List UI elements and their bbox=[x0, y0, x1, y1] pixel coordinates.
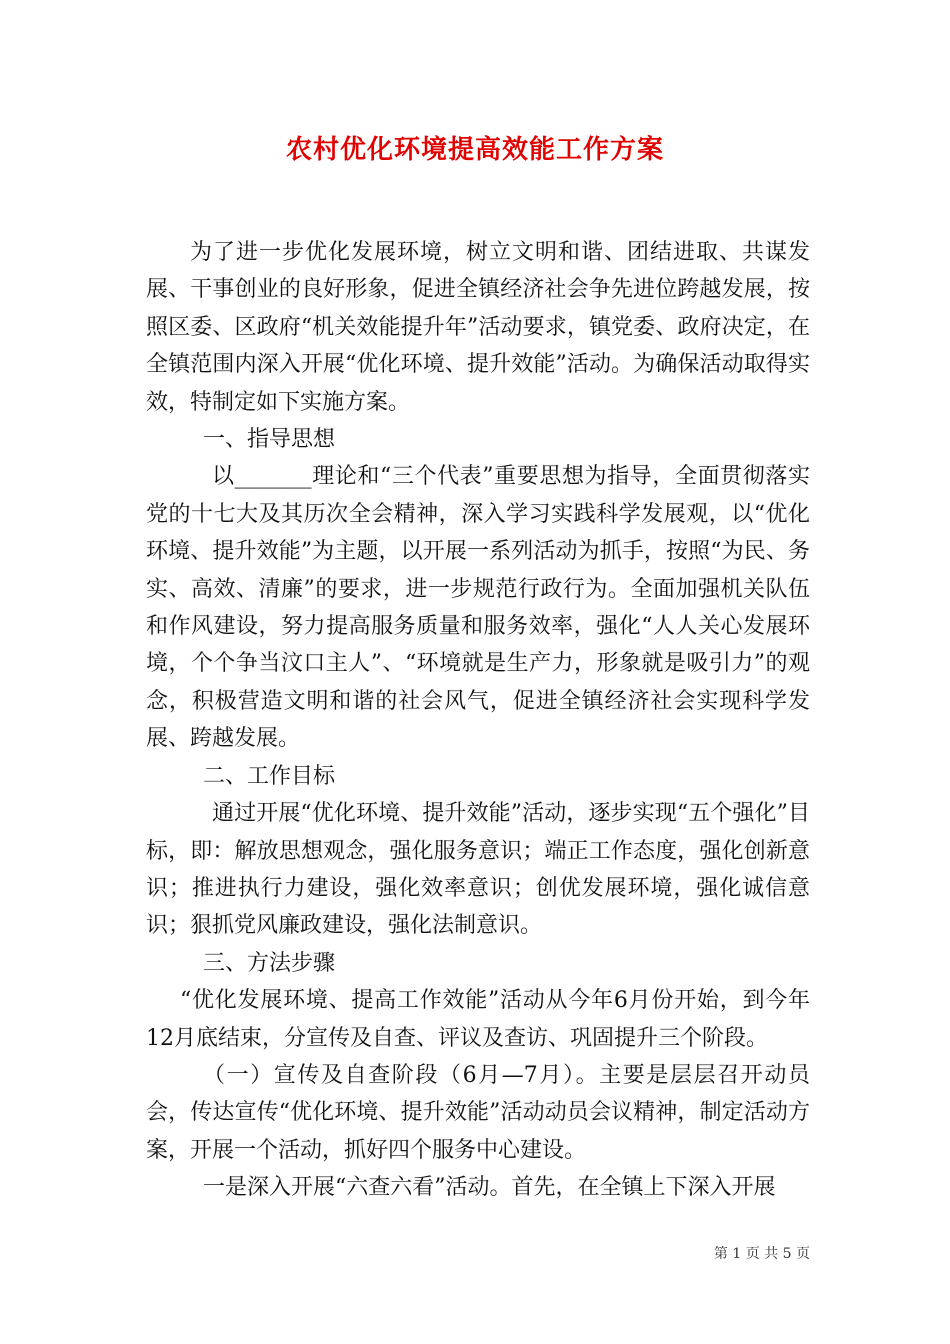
paragraph-work-goals: 通过开展“优化环境、提升效能”活动，逐步实现“五个强化”目标，即：解放思想观念，强化服务意识；端正工作态度，强化创新意识；推进执行力建设，强化效率意识；创优发展环境，强化诚信意识；狠抓党风廉政建设，强化法制意识。 bbox=[146, 801, 810, 939]
heading-method-steps: 三、方法步骤 bbox=[203, 950, 336, 976]
paragraph-six-checks: 一是深入开展“六查六看”活动。首先，在全镇上下深入开展 bbox=[203, 1175, 776, 1201]
page-indicator: 第 1 页 共 5 页 bbox=[713, 1246, 810, 1262]
paragraph-method-steps: “优化发展环境、提高工作效能”活动从今年6月份开始，到今年12月底结束，分宣传及自查、评议及查访、巩固提升三个阶段。 bbox=[146, 988, 810, 1051]
paragraph-stage-one: （一）宣传及自查阶段（6月—7月）。主要是层层召开动员会，传达宣传“优化环境、提升效能”活动动员会议精神，制定活动方案，开展一个活动，抓好四个服务中心建设。 bbox=[146, 1062, 810, 1163]
paragraph-intro: 为了进一步优化发展环境，树立文明和谐、团结进取、共谋发展、干事创业的良好形象，促进全镇经济社会争先进位跨越发展，按照区委、区政府“机关效能提升年”活动要求，镇党委、政府决定，在全镇范围内深入开展“优化环境、提升效能”活动。为确保活动取得实效，特制定如下实施方案。 bbox=[146, 240, 810, 415]
paragraph-guiding-ideology: 以_______理论和“三个代表”重要思想为指导，全面贯彻落实党的十七大及其历次全会精神，深入学习实践科学发展观，以“优化环境、提升效能”为主题，以开展一系列活动为抓手，按照“为民、务实、高效、清廉”的要求，进一步规范行政行为。全面加强机关队伍和作风建设，努力提高服务质量和服务效率，强化“人人关心发展环境，个个争当汶口主人”、“环境就是生产力，形象就是吸引力”的观念，积极营造文明和谐的社会风气，促进全镇经济社会实现科学发展、跨越发展。 bbox=[146, 464, 810, 752]
document-body bbox=[146, 234, 810, 1207]
heading-work-goals: 二、工作目标 bbox=[203, 763, 336, 789]
document-title: 农村优化环境提高效能工作方案 bbox=[285, 135, 664, 165]
heading-guiding-ideology: 一、指导思想 bbox=[203, 427, 336, 453]
